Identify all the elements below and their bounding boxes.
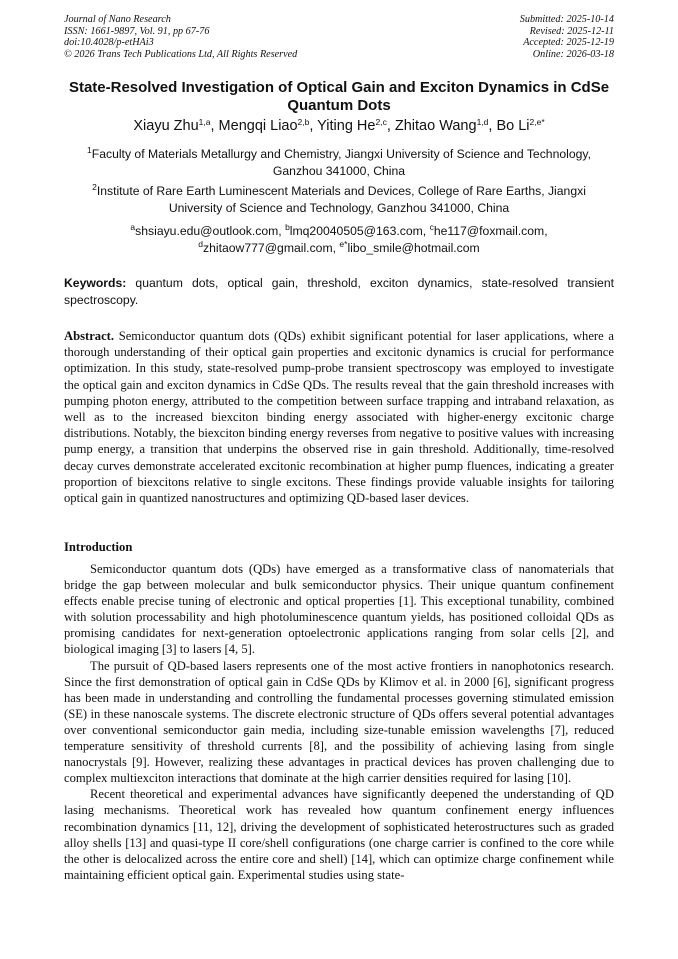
section-heading-introduction: Introduction <box>64 540 133 554</box>
author-affiliation-mark: 2,c <box>375 117 387 127</box>
date-submitted: Submitted: 2025-10-14 <box>519 14 614 25</box>
paper-title: State-Resolved Investigation of Optical Gain and Exciton Dynamics in CdSe Quantum Dots <box>68 79 610 114</box>
journal-header-right <box>520 14 614 60</box>
email-address[interactable]: libo_smile@hotmail.com <box>347 241 480 255</box>
author-separator: , <box>210 118 219 134</box>
email-mark: b <box>285 222 290 232</box>
email-mark: c <box>429 222 434 232</box>
body-paragraph: Recent theoretical and experimental advances have significantly deepened the understanding of QD lasing mechanisms. Theoretical work has revealed how quantum confinement energy influences recombination dynamics [11, 12], driving the development of sophisticated heterostructures such as graded alloy shells [13] and quasi-type II core/shell configurations (one charge carrier is confined to the core while the other is delocalized across the entire core and shell) [14], which can optimize charge confinement while maintaining efficient optical gain. Experimental studies using state- <box>64 787 614 882</box>
author-name: Bo Li <box>496 118 530 134</box>
author-affiliation-mark: 2,e* <box>529 117 545 127</box>
journal-issn: ISSN: 1661-9897, Vol. 91, pp 67-76 <box>64 25 210 37</box>
author-separator: , <box>488 118 497 134</box>
journal-name: Journal of Nano Research <box>64 14 171 25</box>
abstract-label: Abstract. <box>64 329 115 343</box>
date-online: Online: 2026-03-18 <box>532 48 614 60</box>
journal-doi[interactable]: doi:10.4028/p-etHAi3 <box>64 37 154 49</box>
affiliation-mark: 2 <box>92 182 97 192</box>
body-paragraph: The pursuit of QD-based lasers represents one of the most active frontiers in nanophotonics research. Since the first demonstration of optical gain in CdSe QDs by Klimov et al. in 2000 [6], significant progress has been made in understanding and controlling the fundamental processes governing stimulated emission (SE) in these nanoscale systems. The discrete electronic structure of QDs offers several potential advantages over conventional semiconductor gain media, including size-tunable emission wavelengths [7], reduced temperature sensitivity of threshold currents [8], and the possibility of achieving lasing from single nanocrystals [9]. However, realizing these advantages in practical devices has proven challenging due to complex multiexciton interactions that dominate at the high carrier densities required for lasing [10]. <box>64 658 614 786</box>
date-revised: Revised: 2025-12-11 <box>529 25 614 37</box>
keywords-text: quantum dots, optical gain, threshold, exciton dynamics, state-resolved transient spectroscopy. <box>64 276 615 307</box>
author-affiliation-mark: 2,b <box>297 117 310 127</box>
author-name: Yiting He <box>317 118 376 134</box>
affiliation-1 <box>64 146 614 180</box>
email-mark: d <box>198 239 204 249</box>
keywords-block <box>64 275 614 308</box>
author-list <box>40 118 638 135</box>
affiliation-text: Institute of Rare Earth Luminescent Materials and Devices, College of Rare Earths, Jiangxi University of Science and Technology, Ganzhou 341000, China <box>96 184 586 215</box>
abstract-text: Semiconductor quantum dots (QDs) exhibit significant potential for laser applications, where a thorough understanding of their optical gain properties and excitonic dynamics is crucial for performance optimization. In this study, state-resolved pump-probe transient spectroscopy was employed to investigate the optical gain and exciton dynamics in CdSe QDs. The results reveal that the gain threshold increases with pumping photon energy, attributed to the competition between surface trapping and intraband relaxation, as well as to the increased biexciton binding energy associated with higher-energy excitonic charge distributions. Notably, the biexciton binding energy reverses from negative to positive values with increasing pump energy, a transition that underpins the observed rise in gain threshold. Additionally, time-resolved decay curves demonstrate accelerated excitonic recombination at higher pump fluences, indicating a greater proportion of biexcitons relative to single excitons. These findings provide valuable insights for tailoring optical gain in quantized nanostructures and optimizing QD-based laser devices. <box>64 329 614 506</box>
body-paragraph: Semiconductor quantum dots (QDs) have emerged as a transformative class of nanomaterials that bridge the gap between molecular and bulk semiconductor physics. Their unique quantum confinement effects enable precise tuning of electronic and optical properties [1]. This exceptional tunability, combined with solution processability and high photoluminescence quantum yields, has positioned colloidal QDs as promising candidates for next-generation optoelectronic applications ranging from solar cells [2], and biological imaging [3] to lasers [4, 5]. <box>64 562 614 657</box>
email-address[interactable]: he117@foxmail.com <box>433 224 545 238</box>
author-name: Xiayu Zhu <box>133 118 199 134</box>
affiliation-text: Faculty of Materials Metallurgy and Chemistry, Jiangxi University of Science and Technology, Ganzhou 341000, China <box>91 147 591 178</box>
introduction-body <box>64 561 614 883</box>
email-address[interactable]: shsiayu.edu@outlook.com <box>135 224 279 238</box>
author-separator: , <box>386 118 395 134</box>
author-affiliation-mark: 1,a <box>198 117 211 127</box>
email-address[interactable]: lmq20040505@163.com <box>289 224 423 238</box>
journal-header-left <box>64 14 297 60</box>
abstract-block <box>64 328 614 506</box>
author-affiliation-mark: 1,d <box>476 117 489 127</box>
author-emails: $^a$shsiayu.edu@outlook.com, $^b$lmq20040505@163.com, $^c$he117@foxmail.com, $^d$zhitaow777@gmail.com, $^{e*}$libo_smile@hotmail.com <box>130 222 548 255</box>
email-mark: e* <box>339 239 348 249</box>
keywords-label: Keywords: <box>64 276 127 290</box>
author-name: Mengqi Liao <box>218 118 298 134</box>
email-address[interactable]: zhitaow777@gmail.com <box>203 241 333 255</box>
author-separator: , <box>309 118 318 134</box>
affiliation-mark: 1 <box>87 145 92 155</box>
date-accepted: Accepted: 2025-12-19 <box>523 37 614 49</box>
affiliation-2 <box>64 183 614 217</box>
author-name: Zhitao Wang <box>394 118 477 134</box>
journal-copyright: © 2026 Trans Tech Publications Ltd, All Rights Reserved <box>64 48 298 60</box>
email-mark: a <box>130 222 136 232</box>
